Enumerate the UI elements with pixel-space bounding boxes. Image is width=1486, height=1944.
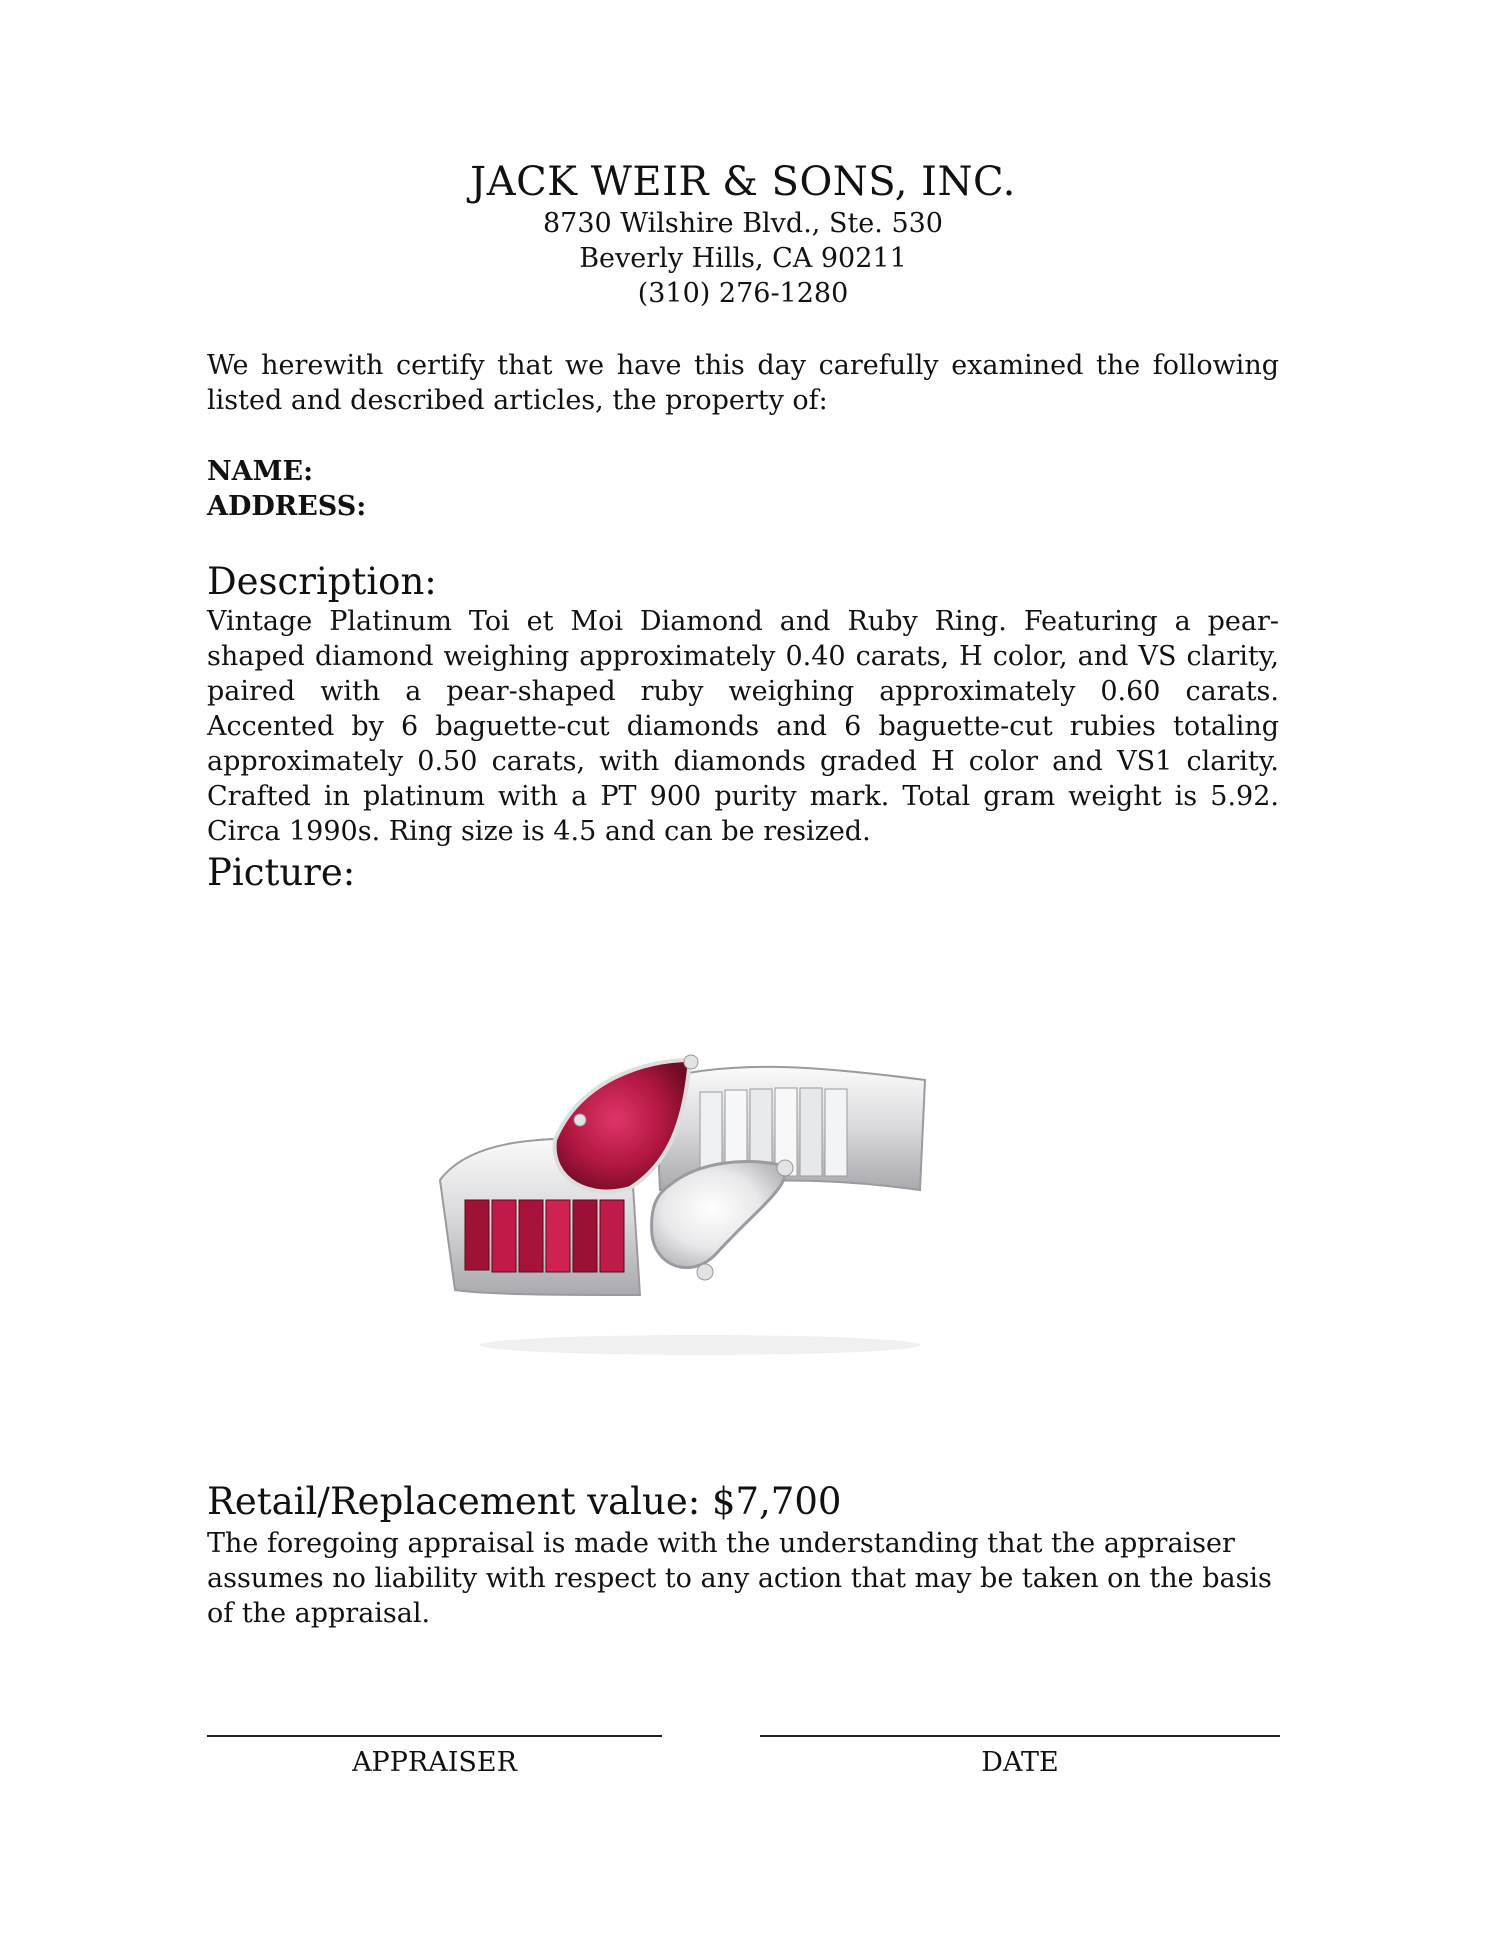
ring-shadow	[480, 1335, 920, 1355]
retail-value: Retail/Replacement value: $7,700	[207, 1480, 842, 1523]
date-label: DATE	[981, 1747, 1059, 1778]
address-label: ADDRESS:	[207, 491, 367, 522]
picture-heading: Picture:	[207, 851, 356, 894]
appraiser-label: APPRAISER	[352, 1747, 517, 1778]
description-heading: Description:	[207, 560, 437, 603]
company-name: JACK WEIR & SONS, INC.	[470, 159, 1016, 205]
street-address: 8730 Wilshire Blvd., Ste. 530	[543, 208, 943, 239]
date-signature-line	[760, 1735, 1280, 1737]
owner-fields	[207, 454, 1279, 524]
ring-photo	[430, 1040, 950, 1360]
prong	[574, 1114, 586, 1126]
liability-disclaimer: The foregoing appraisal is made with the understanding that the appraiser assumes no liability with respect to any action that may be taken on the basis of the appraisal.	[207, 1528, 1272, 1629]
description-text: Vintage Platinum Toi et Moi Diamond and Ruby Ring. Featuring a pear-shaped diamond weighing approximately 0.40 carats, H color, and VS clarity, paired with a pear-shaped ruby weighing approximately 0.60 carats. Accented by 6 baguette-cut diamonds and 6 baguette-cut rubies totaling approximately 0.50 carats, with diamonds graded H color and VS1 clarity. Crafted in platinum with a PT 900 purity mark. Total gram weight is 5.92. Circa 1990s. Ring size is 4.5 and can be resized.	[207, 606, 1279, 847]
prong	[697, 1264, 713, 1280]
name-label: NAME:	[207, 456, 314, 487]
letterhead	[0, 158, 1486, 311]
prong	[684, 1055, 698, 1069]
appraiser-signature-block	[207, 1735, 662, 1778]
city-state-zip: Beverly Hills, CA 90211	[579, 243, 907, 274]
certification-intro: We herewith certify that we have this day carefully examined the following listed and described articles, the property of:	[207, 350, 1279, 416]
appraiser-signature-line	[207, 1735, 662, 1737]
phone-number: (310) 276-1280	[637, 278, 849, 309]
date-signature-block	[760, 1735, 1280, 1778]
prong	[777, 1160, 793, 1176]
